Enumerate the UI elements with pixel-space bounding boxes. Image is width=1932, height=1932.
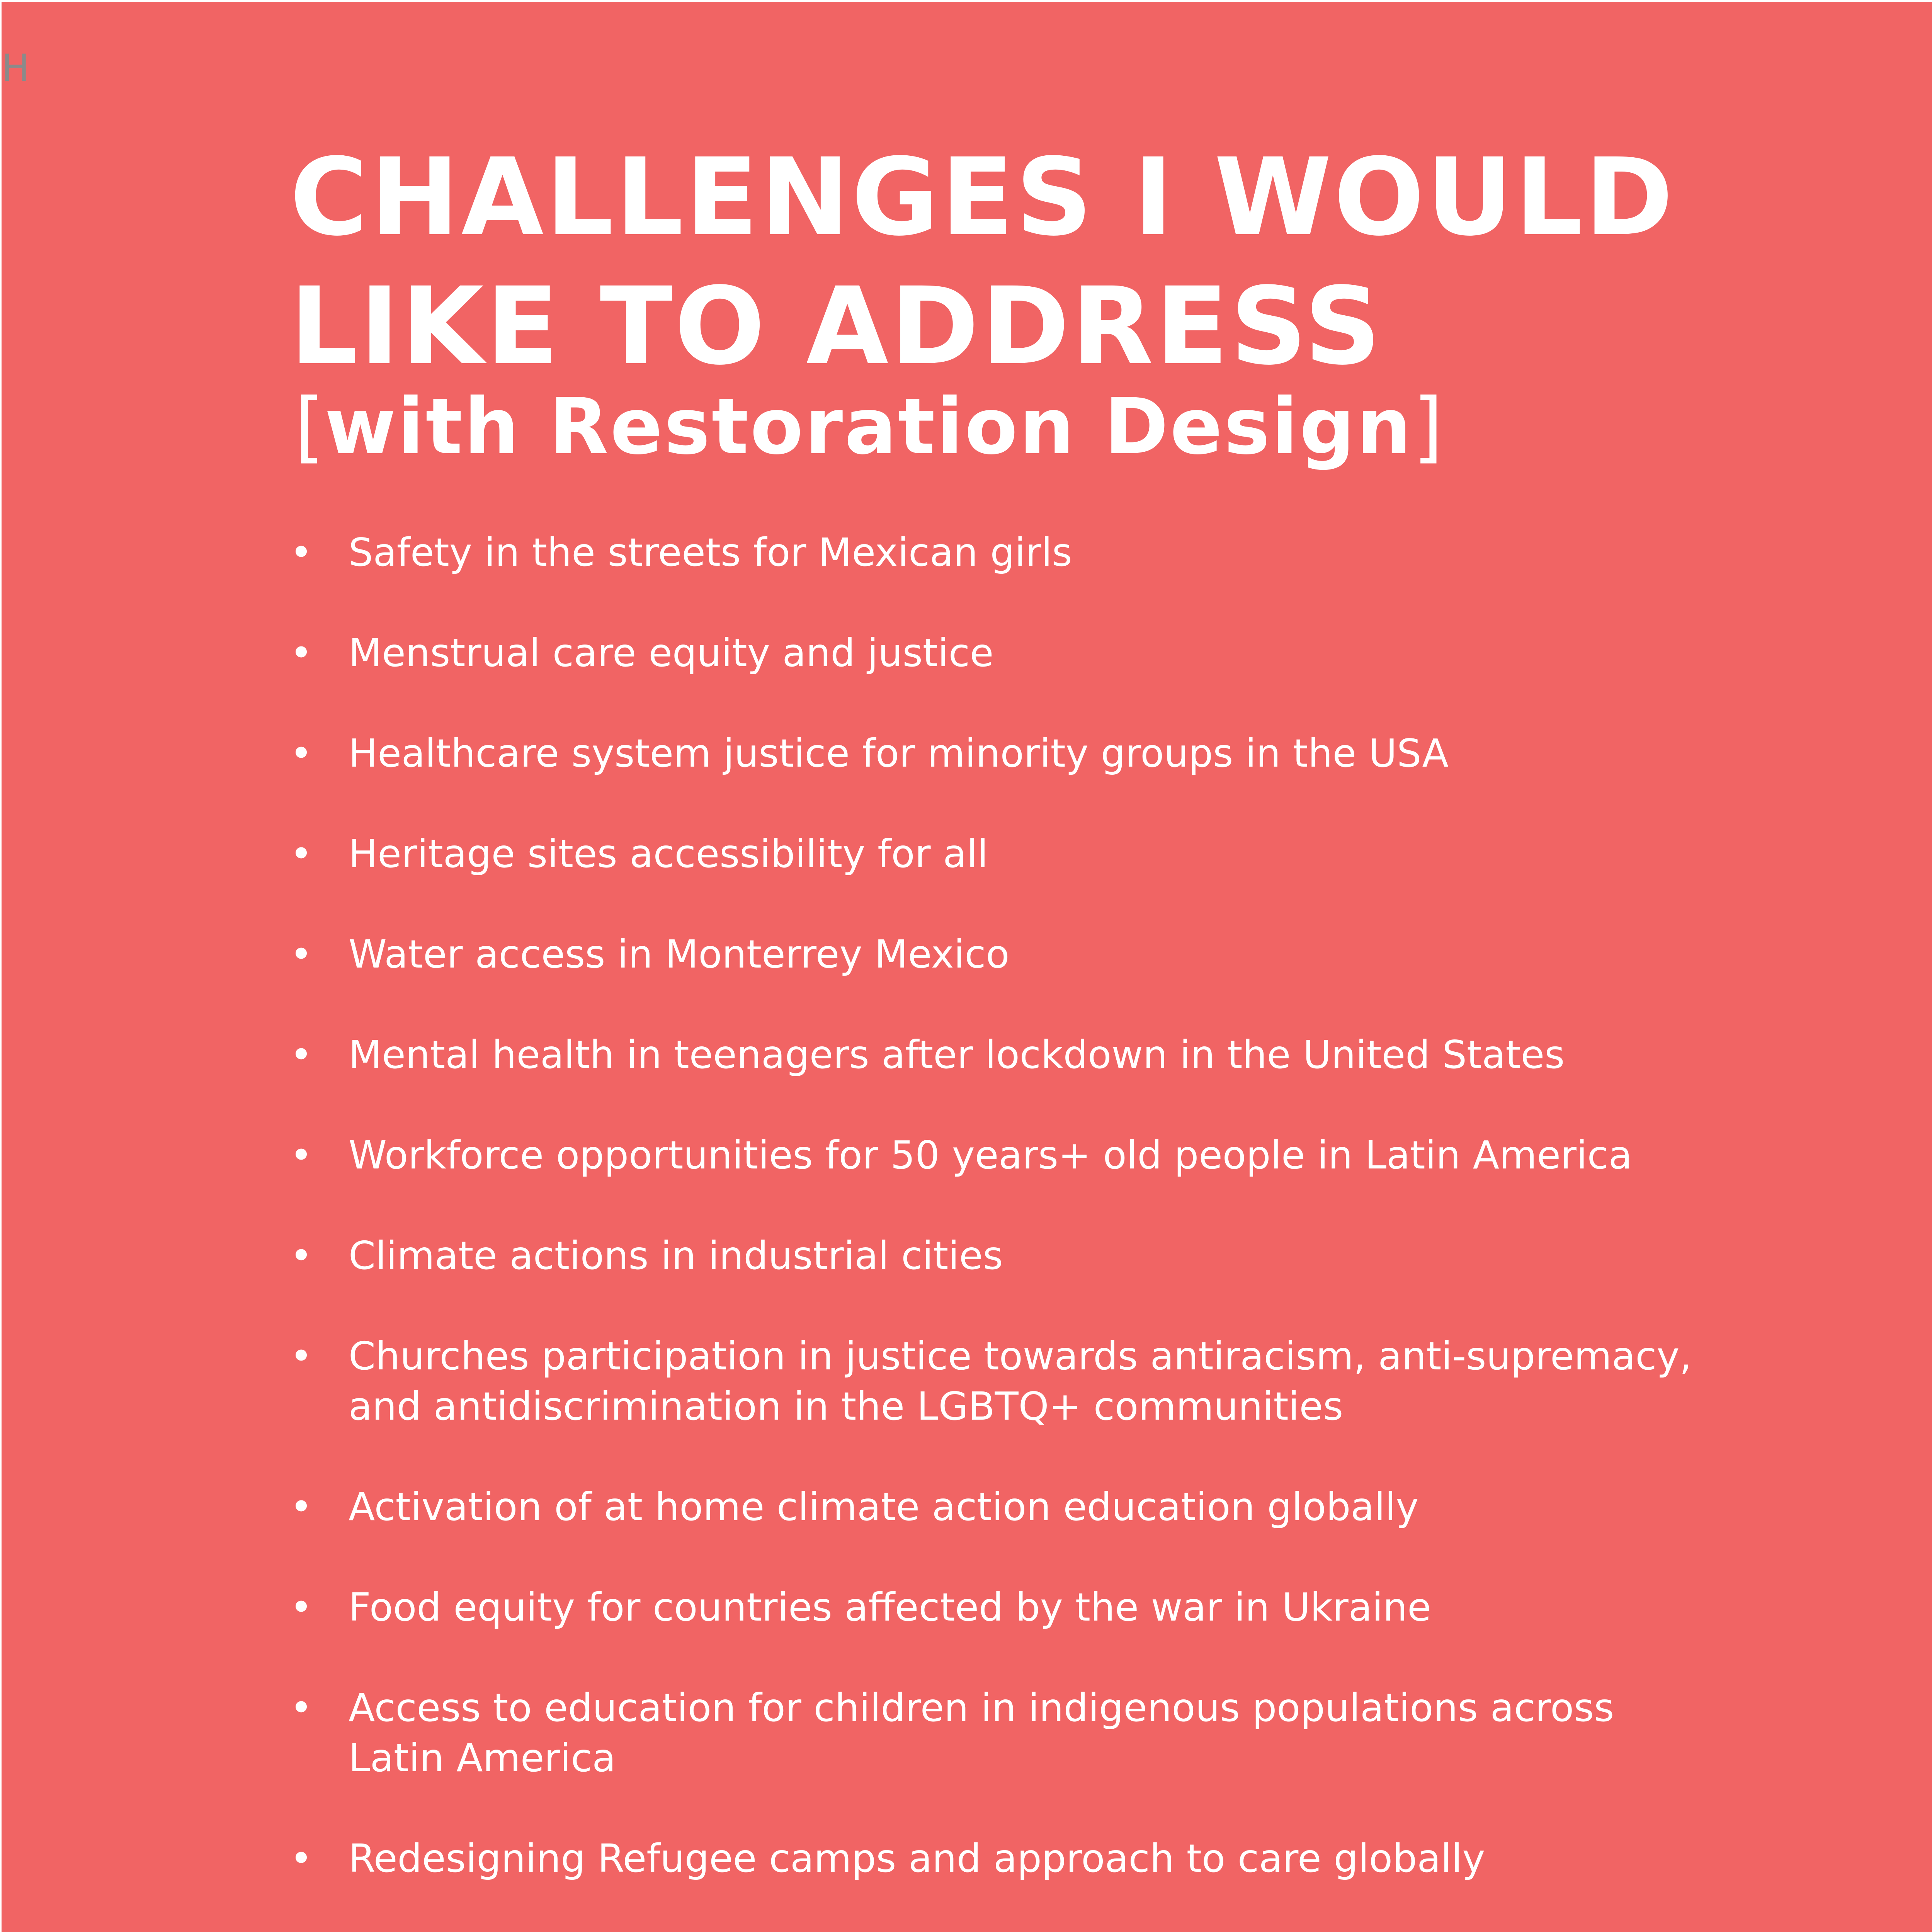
list-item: • Healthcare system justice for minority groups in the USA: [290, 728, 1719, 779]
list-item: • Menstrual care equity and justice: [290, 628, 1719, 678]
list-item: • Climate actions in industrial cities: [290, 1231, 1719, 1281]
page-edge-left: [0, 0, 2, 1932]
page-title: CHALLENGES I WOULD LIKE TO ADDRESS: [290, 136, 1675, 389]
list-item: • Access to education for children in indigenous populations across Latin America: [290, 1683, 1719, 1783]
list-item: • Workforce opportunities for 50 years+ old people in Latin America: [290, 1130, 1719, 1180]
list-item: • Safety in the streets for Mexican girls: [290, 527, 1719, 578]
subtitle-close-bracket: ]: [1413, 382, 1443, 472]
subtitle-open-bracket: [: [294, 382, 325, 472]
list-item: • Churches participation in justice towards antiracism, anti-supremacy, and antidiscrimination in the LGBTQ+ communities: [290, 1331, 1719, 1432]
list-item: • Redesigning Refugee camps and approach to care globally: [290, 1833, 1719, 1884]
list-item: • Mental health in teenagers after lockdown in the United States: [290, 1030, 1719, 1080]
list-item: • Food equity for countries affected by the war in Ukraine: [290, 1582, 1719, 1633]
list-item: • Heritage sites accessibility for all: [290, 829, 1719, 879]
page-subtitle: [294, 381, 1443, 473]
list-item: • Water access in Monterrey Mexico: [290, 929, 1719, 980]
corner-mark: H: [2, 46, 30, 90]
list-item: • Activation of at home climate action education globally: [290, 1482, 1719, 1532]
challenges-list: [290, 527, 1719, 1932]
subtitle-text: with Restoration Design: [325, 382, 1413, 472]
page-edge-top: [0, 0, 1932, 2]
